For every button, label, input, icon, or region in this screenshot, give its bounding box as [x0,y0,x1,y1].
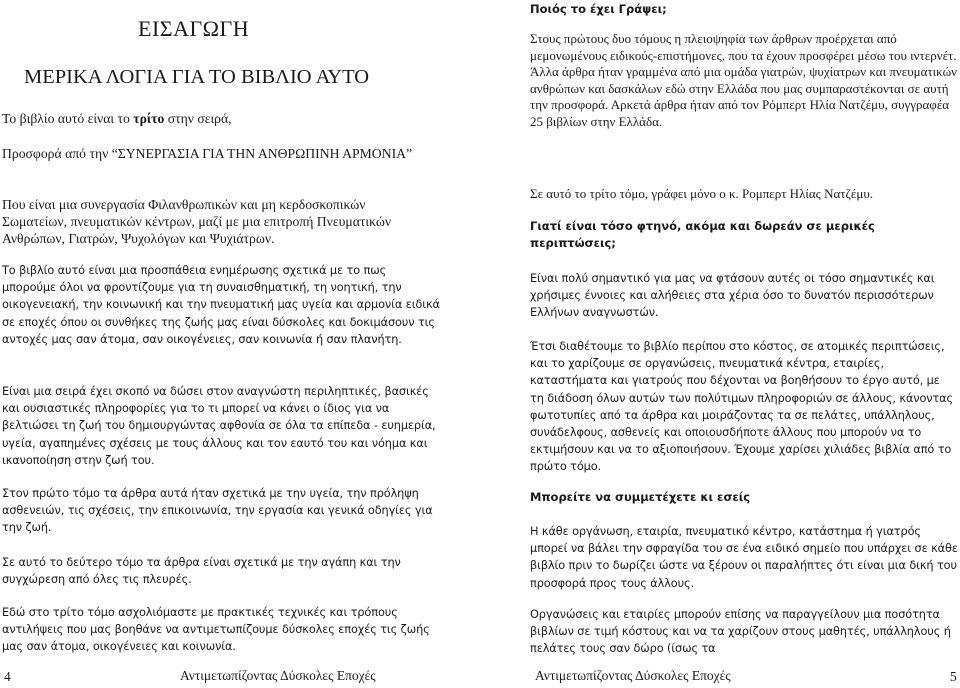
heading-who-wrote: Ποιός το έχει Γράψει; [530,2,667,16]
intro-text-before: Το βιβλίο αυτό είναι το [2,111,134,126]
paragraph-authors: Στους πρώτους δυο τόμους η πλειοψηφία των άρθρων προέρχεται από μεμονωμένους ειδικούς-επιστήμονες, που τα έχουν προσφέρει μέσω του ιντερνέτ. Άλλα άρθρα ήταν γραμμένα από μια ομάδα γιατρών, ψυχίατρων και πνευματικών ανθρώπων και δασκάλων εδώ στην Ελλάδα που μας συμπαραστέκονται σε αυτή την προσφορά. Αρκετά άρθρα ήταν από τον Ρόμπερτ Ηλία Νατζέμυ, συγγραφέα 25 βιβλίων στην Ελλάδα. [530,31,958,129]
paragraph-second-volume: Σε αυτό το δεύτερο τόμο τα άρθρα είναι σχετικά με την αγάπη και την συγχώρεση από όλες τις πλευρές. [2,556,401,587]
heading-why-cheap: Γιατί είναι τόσο φτηνό, ακόμα και δωρεάν σε μερικές περιπτώσεις; [530,219,875,250]
paragraph-distribution: Έτσι διαθέτουμε το βιβλίο περίπου στο κόστος, σε ατομικές περιπτώσεις, και το χαρίζουμε σε οργανώσεις, πνευματικά κέντρα, εταιρίες, καταστήματα και γιατρούς που δέχονται να βοηθήσουν το έργο αυτό, με τη διάδοση όλων αυτών των πολύτιμων πληροφοριών σε άλλους, κάνοντας φωτοτυπίες από τα άρθρα και μοιράζοντας τα σε πελάτες, υπάλληλους, συνάδελφους, ασθενείς και οποιουσδήποτε άλλους που μπορούν να το εκτιμήσουν και να το αξιοποιήσουν. Έχουμε χαρίσει χιλιάδες βιβλία από το πρώτο τόμο. [530,340,954,474]
paragraph-purpose: Το βιβλίο αυτό είναι μια προσπάθεια ενημέρωσης σχετικά με το πως μπορούμε όλοι να φροντίζουμε για τη συναισθηματική, τη νοητική, την οικογενειακή, την κοινωνική και την πνευματική μας υγεία και αρμονία ειδικά σε εποχές όπου οι συνθήκες της ζωής μας είναι δύσκολες και δοκιμάσουν τις αντοχές μας σαν άτομα, σαν οικογένειες, σαν κοινωνία ή σαν πλανήτη. [2,264,440,346]
paragraph-first-volume: Στον πρώτο τόμο τα άρθρα αυτά ήταν σχετικά με την υγεία, την πρόληψη ασθενειών, τις σχέσεις, την επικοινωνία, την εργασία και γενικά οδηγίες για την ζωή. [2,487,433,535]
footer-title-left: Αντιμετωπίζοντας Δύσκολες Εποχές [180,668,376,683]
footer-title-right: Αντιμετωπίζοντας Δύσκολες Εποχές [535,668,731,683]
collab-paragraph: Που είναι μια συνεργασία Φιλανθρωπικών και μη κερδοσκοπικών Σωματείων, πνευματικών κέντρων, μαζί με μια επιτροπή Πνευματικών Ανθρώπων, Γιατρών, Ψυχολόγων και Ψυχιάτρων. [2,197,392,246]
offer-paragraph: Προσφορά από την “ΣΥΝΕΡΓΑΣΙΑ ΓΙΑ ΤΗΝ ΑΝΘΡΩΠΙΝΗ ΑΡΜΟΝΙΑ” [2,146,413,161]
intro-line [2,110,452,127]
intro-text-after: στην σειρά, [164,111,232,126]
right-page [480,0,960,688]
paragraph-series: Είναι μια σειρά έχει σκοπό να δώσει στον αναγνώστη περιληπτικές, βασικές και ουσιαστικές πληροφορίες για το τι μπορεί να κάνει ο ίδιος για να βελτιώσει τη ζωή του δημιουργώντας αφθονία σε όλα τα επίπεδα - ευημερία, υγεία, αγαπημένες σχέσεις με τους άλλους και τον εαυτό του και νόημα και ικανοποίηση στην ζωή του. [2,385,436,467]
page-heading: ΕΙΣΑΓΩΓΗ [138,16,250,41]
paragraph-author-third: Σε αυτό το τρίτο τόμο, γράφει μόνο ο κ. Ρομπερτ Ηλίας Νατζέμυ. [530,186,874,201]
heading-participate: Μπορείτε να συμμετέχετε κι εσείς [530,490,751,504]
paragraph-stamp: Η κάθε οργάνωση, εταιρία, πνευματικό κέντρο, κατάστημα ή γιατρός μπορεί να βάλει την σφραγίδα του σε ένα ειδικό σημείο που υπάρχει σε κάθε βιβλίο πριν το δωρίζει ώστε να ξέρουν οι παραλήπτες ότι είναι μια δική του προσφορά προς τους άλλους. [530,525,958,590]
page-number-right: 5 [950,669,957,684]
page-number-left: 4 [4,669,11,684]
section-subheading: ΜΕΡΙΚΑ ΛΟΓΙΑ ΓΙΑ ΤΟ ΒΙΒΛΙΟ ΑΥΤΟ [24,66,370,88]
paragraph-third-volume: Εδώ στο τρίτο τόμο ασχολιόμαστε με πρακτικές τεχνικές και τρόπους αντιλήψεις που μας βοηθάνε να αντιμετωπίζουμε δύσκολες εποχές τις ζωής μας σαν άτομα, οικογένειες και κοινωνία. [2,606,430,654]
paragraph-importance: Είναι πολύ σημαντικό για μας να φτάσουν αυτές οι τόσο σημαντικές και χρήσιμες έννοιες και αλήθειες στα χέρια όσο το δυνατόν περισσότερων Ελλήνων αναγνωστών. [530,272,935,320]
paragraph-bulk-order: Οργανώσεις και εταιρίες μπορούν επίσης να παραγγείλουν μια ποσότητα βιβλίων σε τιμή κόστους και να τα χαρίζουν στους μαθητές, υπάλληλους ή πελάτες τους σαν δώρο (ίσως τα [530,608,951,656]
intro-bold: τρίτο [133,111,165,126]
